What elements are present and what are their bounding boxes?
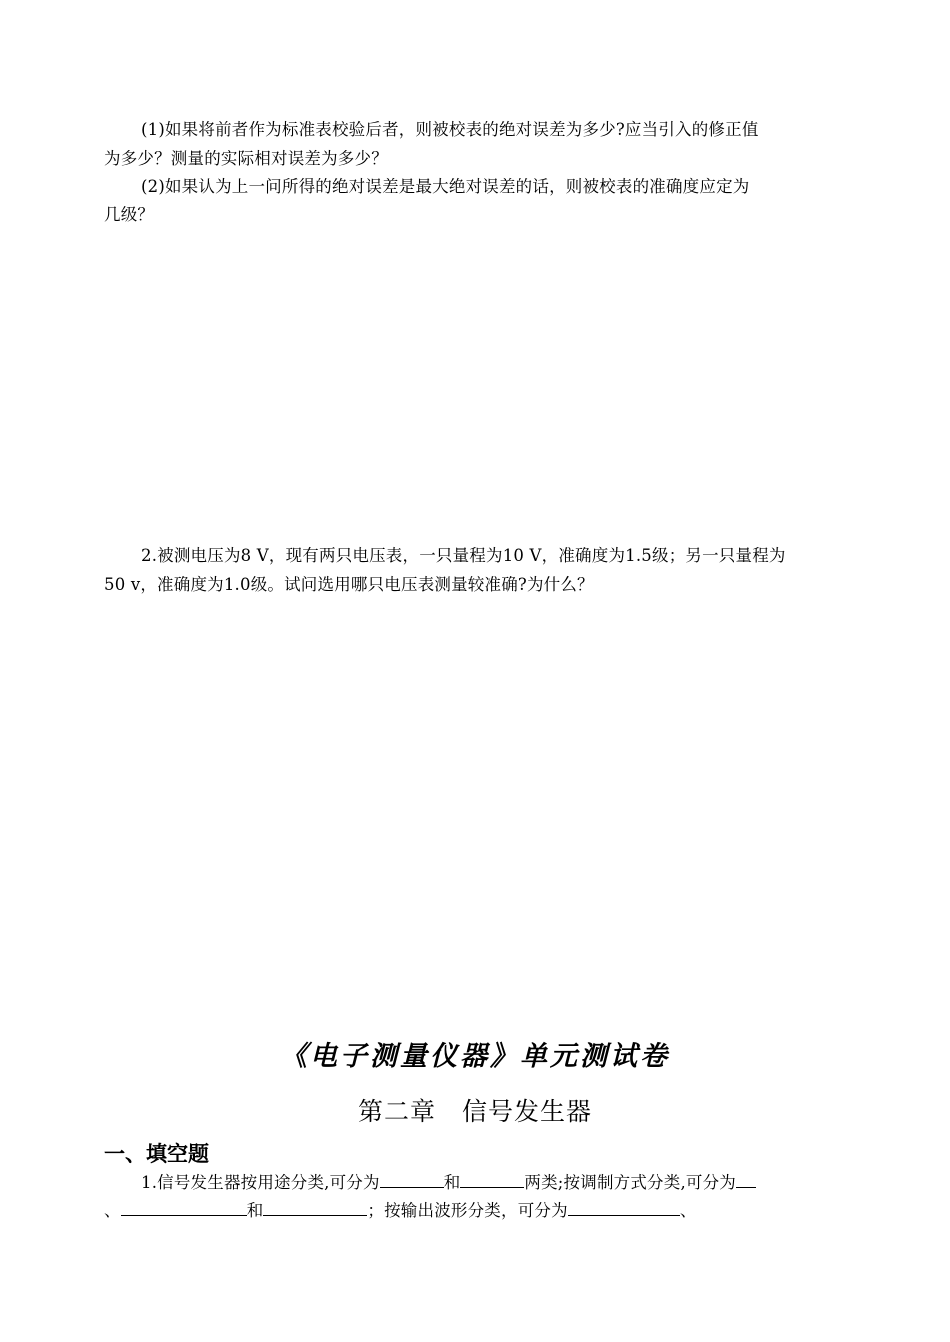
answer-blank-6[interactable] <box>568 1199 680 1216</box>
question1-part2-line2: 几级？ <box>104 205 155 224</box>
exam-title: 《电子测量仪器》单元测试卷 <box>280 1041 670 1072</box>
answer-blank-3[interactable] <box>736 1171 756 1188</box>
answer-blank-5[interactable] <box>263 1199 367 1216</box>
fill-blank-q1-text-6: ；按输出波形分类，可分为 <box>367 1201 568 1220</box>
question1-part1-line2: 为多少？测量的实际相对误差为多少？ <box>104 149 388 168</box>
question1-part1-line1: (1)如果将前者作为标准表校验后者，则被校表的绝对误差为多少?应当引入的修正值 <box>141 120 759 139</box>
fill-blank-q1-line2 <box>104 1199 697 1221</box>
fill-blank-q1-text-4: 、 <box>104 1201 121 1220</box>
section-heading: 一、填空题 <box>104 1142 209 1166</box>
question1-part2-line1: (2)如果认为上一问所得的绝对误差是最大绝对误差的话，则被校表的准确度应定为 <box>141 177 750 196</box>
question2-line2: 50 v，准确度为1.0级。试问选用哪只电压表测量较准确?为什么？ <box>104 575 594 594</box>
answer-blank-2[interactable] <box>460 1171 524 1188</box>
fill-blank-q1-text-3: 两类;按调制方式分类,可分为 <box>524 1173 736 1192</box>
fill-blank-q1-line1 <box>141 1171 756 1193</box>
fill-blank-q1-text-1: 1.信号发生器按用途分类,可分为 <box>141 1173 380 1192</box>
fill-blank-q1-text-2: 和 <box>443 1173 461 1192</box>
answer-blank-4[interactable] <box>121 1199 247 1216</box>
answer-blank-1[interactable] <box>380 1171 444 1188</box>
question2-line1: 2.被测电压为8 V，现有两只电压表，一只量程为10 V，准确度为1.5级；另一只量程为 <box>141 546 786 565</box>
chapter-title: 第二章 信号发生器 <box>357 1097 592 1126</box>
fill-blank-q1-text-5: 和 <box>246 1201 264 1220</box>
fill-blank-q1-text-7: 、 <box>679 1201 697 1220</box>
